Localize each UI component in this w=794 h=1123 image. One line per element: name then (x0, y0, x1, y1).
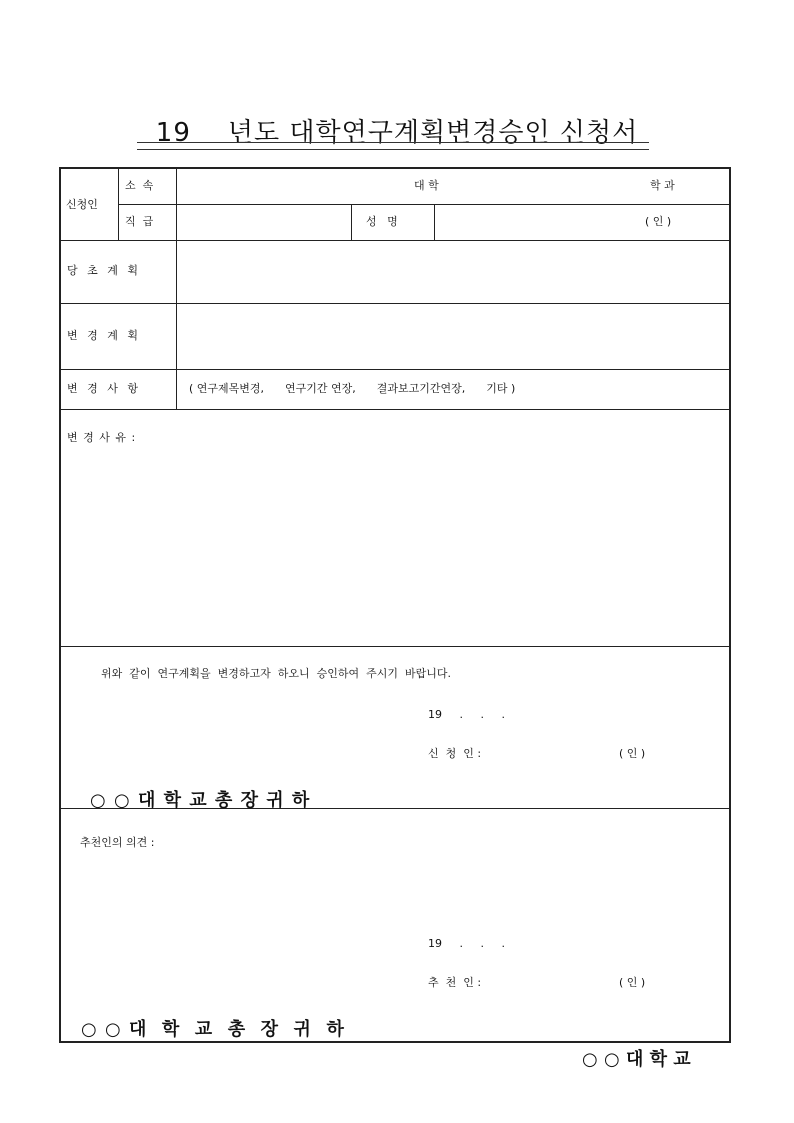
col-line-signature (434, 204, 435, 240)
request-applicant-label: 신 청 인 : (428, 747, 482, 760)
changed-plan-label: 변 경 계 획 (67, 329, 141, 342)
affiliation-label: 소 속 (125, 179, 154, 192)
applicant-group-label: 신청인 (66, 198, 98, 211)
signature-label: 성 명 (366, 215, 398, 228)
row-line-changed-plan (61, 369, 731, 370)
college-label: 대 학 (414, 179, 439, 192)
recommendation-seal-mark: ( 인 ) (619, 976, 646, 989)
col-line-group (118, 169, 119, 240)
row-line-affiliation (118, 204, 731, 205)
row-line-change-items (61, 409, 731, 410)
request-sentence: 위와 같이 연구계획을 변경하고자 하오니 승인하여 주시기 바랍니다. (101, 667, 451, 680)
col-line-position (351, 204, 352, 240)
footer-university: ○ ○ 대 학 교 (582, 1049, 691, 1070)
title-double-rule (137, 142, 649, 150)
recommender-opinion-label: 추천인의 의견 : (80, 836, 155, 849)
department-label: 학 과 (650, 179, 675, 192)
recommendation-date: 19 . . . (428, 937, 505, 950)
row-line-applicant (61, 240, 731, 241)
recommender-label: 추 천 인 : (428, 976, 482, 989)
request-seal-mark: ( 인 ) (619, 747, 646, 760)
row-line-original-plan (61, 303, 731, 304)
original-plan-label: 당 초 계 획 (67, 264, 141, 277)
applicant-seal-mark: ( 인 ) (645, 215, 672, 228)
change-reason-label: 변 경 사 유 : (67, 431, 137, 444)
change-items-options: ( 연구제목변경, 연구기간 연장, 결과보고기간연장, 기타 ) (189, 382, 516, 395)
request-date: 19 . . . (428, 708, 505, 721)
change-items-label: 변 경 사 항 (67, 382, 141, 395)
recommendation-addressee: ○ ○ 대 학 교 총 장 귀 하 (81, 1019, 345, 1040)
request-addressee: ○ ○ 대 학 교 총 장 귀 하 (90, 790, 311, 811)
position-label: 직 급 (125, 215, 154, 228)
page-title: 19 년도 대학연구계획변경승인 신청서 (155, 118, 639, 148)
application-form-table (59, 167, 731, 1043)
row-line-change-reason (61, 646, 731, 647)
col-line-label (176, 169, 177, 409)
